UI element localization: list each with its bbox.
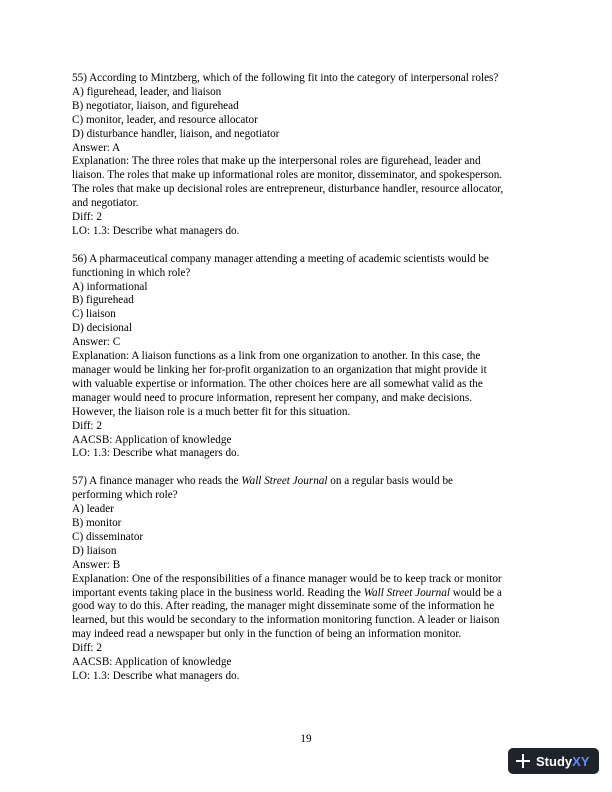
difficulty: Diff: 2 [72,642,102,655]
difficulty: Diff: 2 [72,211,102,224]
explanation-line: Explanation: A liaison functions as a link from one organization to another. In this case, the [72,350,481,363]
question-stem: performing which role? [72,489,178,502]
option-c: C) liaison [72,308,116,321]
question-stem: functioning in which role? [72,266,191,279]
option-c: C) monitor, leader, and resource allocator [72,113,258,126]
option-a: A) informational [72,280,148,293]
explanation-line: Explanation: The three roles that make up the interpersonal roles are figurehead, leader and [72,155,481,168]
explanation-line: and negotiator. [72,197,139,210]
difficulty: Diff: 2 [72,419,102,432]
question-stem: 56) A pharmaceutical company manager attending a meeting of academic scientists would be [72,252,489,265]
option-b: B) negotiator, liaison, and figurehead [72,99,239,112]
brand-name: Study [536,753,573,769]
explanation-text: would be a [449,586,502,599]
publication-title: Wall Street Journal [241,475,328,488]
option-d: D) disturbance handler, liaison, and negotiator [72,127,280,140]
explanation-line: However, the liaison role is a much better fit for this situation. [72,405,351,418]
question-stem: 55) According to Mintzberg, which of the following fit into the category of interpersonal roles? [72,72,499,84]
answer: Answer: A [72,141,121,154]
stem-text: 57) A finance manager who reads the [72,475,242,488]
plus-icon [516,754,530,768]
brand-accent: XY [572,753,590,769]
page-number: 19 [300,733,312,745]
option-d: D) liaison [72,544,117,557]
question-57 [72,475,542,684]
explanation-line: manager would be linking her for-profit organization to an organization that might provide it [72,364,487,377]
option-d: D) decisional [72,322,132,335]
question-56 [72,253,542,462]
document-body [72,72,542,698]
option-a: A) leader [72,503,114,516]
explanation-line [72,587,542,601]
option-a: A) figurehead, leader, and liaison [72,85,222,98]
option-b: B) figurehead [72,294,134,307]
explanation-line: manager would need to procure information, represent her company, and make decisions. [72,391,473,404]
answer: Answer: C [72,336,121,349]
option-b: B) monitor [72,516,122,529]
publication-title: Wall Street Journal [363,586,450,599]
aacsb: AACSB: Application of knowledge [72,433,232,446]
explanation-line: with valuable expertise or information. The other choices here are all somewhat valid as the [72,377,483,390]
option-c: C) disseminator [72,530,144,543]
stem-text: on a regular basis would be [327,475,454,488]
aacsb: AACSB: Application of knowledge [72,656,232,669]
answer: Answer: B [72,558,121,571]
explanation-line: learned, but this would be secondary to the information monitoring function. A leader or liaison [72,614,500,627]
explanation-line: may indeed read a newspaper but only in the function of being an information monitor. [72,628,462,641]
explanation-line: The roles that make up decisional roles are entrepreneur, disturbance handler, resource allocator, [72,183,504,196]
explanation-text: important events taking place in the business world. Reading the [72,586,364,599]
learning-objective: LO: 1.3: Describe what managers do. [72,224,240,237]
explanation-line: good way to do this. After reading, the manager might disseminate some of the information he [72,600,495,613]
explanation-line: liaison. The roles that make up informational roles are monitor, disseminator, and spokesperson. [72,169,503,182]
question-55 [72,72,542,239]
learning-objective: LO: 1.3: Describe what managers do. [72,447,240,460]
question-stem [72,475,542,489]
explanation-line: Explanation: One of the responsibilities of a finance manager would be to keep track or monitor [72,572,502,585]
learning-objective: LO: 1.3: Describe what managers do. [72,669,240,682]
studyxy-badge[interactable] [508,748,599,774]
